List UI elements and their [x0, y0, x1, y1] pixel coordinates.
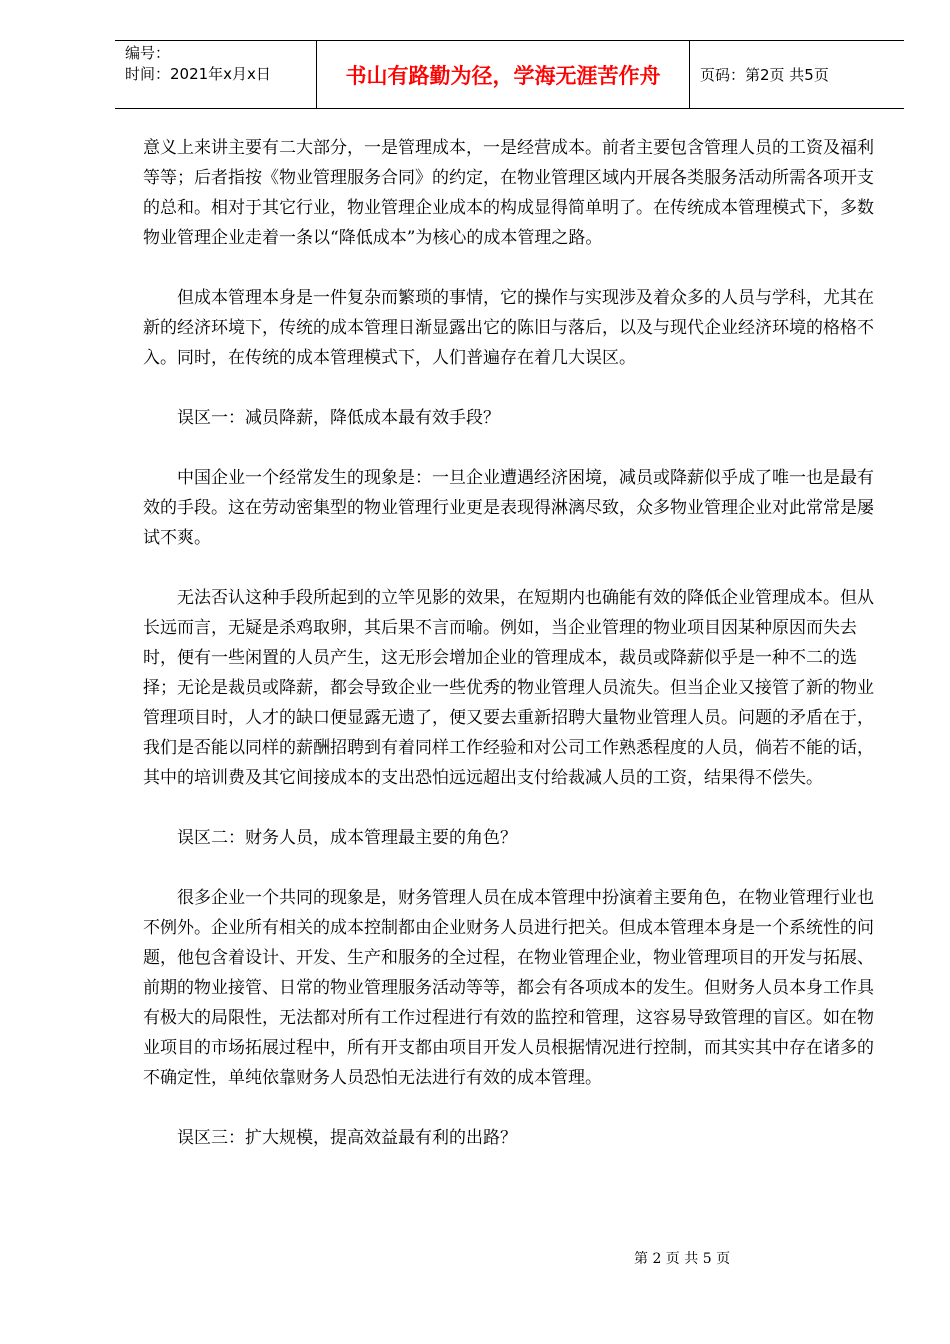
page-footer: 第 2 页 共 5 页 — [634, 1251, 731, 1267]
heading-misconception-3: 误区三：扩大规模，提高效益最有利的出路？ — [177, 1128, 517, 1148]
paragraph-4: 无法否认这种手段所起到的立竿见影的效果，在短期内也确能有效的降低企业管理成本。但从长远而言，无疑是杀鸡取卵，其后果不言而喻。例如，当企业管理的物业项目因某种原因而失去时，便有一些闲置的人员产生，这无形会增加企业的管理成本，裁员或降薪似乎是一种不二的选择；无论是裁员或降薪，都会导致企业一些优秀的物业管理人员流失。但当企业又接管了新的物业管理项目时，人才的缺口便显露无遗了，便又要去重新招聘大量物业管理人员。问题的矛盾在于，我们是否能以同样的薪酬招聘到有着同样工作经验和对公司工作熟悉程度的人员，倘若不能的话，其中的培训费及其它间接成本的支出恐怕远远超出支付给裁减人员的工资，结果得不偿失。 — [143, 588, 874, 788]
header-number-label: 编号： — [125, 44, 171, 62]
paragraph-1: 意义上来讲主要有二大部分，一是管理成本，一是经营成本。前者主要包含管理人员的工资及福利等等；后者指按《物业管理服务合同》的约定，在物业管理区域内开展各类服务活动所需各项开支的总和。相对于其它行业，物业管理企业成本的构成显得简单明了。在传统成本管理模式下，多数物业管理企业走着一条以“降低成本”为核心的成本管理之路。 — [143, 138, 874, 248]
heading-misconception-2: 误区二：财务人员，成本管理最主要的角色？ — [177, 828, 517, 848]
document-body — [143, 133, 875, 1183]
paragraph-3: 中国企业一个经常发生的现象是：一旦企业遭遇经济困境，减员或降薪似乎成了唯一也是最有效的手段。这在劳动密集型的物业管理行业更是表现得淋漓尽致，众多物业管理企业对此常常是屡试不爽。 — [143, 468, 874, 548]
header-time-label: 时间：2021年x月x日 — [125, 65, 271, 83]
header-page-label: 页码：第2页 共5页 — [700, 66, 829, 84]
page-header — [115, 40, 904, 109]
header-motto: 书山有路勤为径，学海无涯苦作舟 — [316, 41, 690, 108]
heading-misconception-1: 误区一：减员降薪，降低成本最有效手段？ — [177, 408, 500, 428]
header-left-cell — [115, 41, 316, 108]
paragraph-5: 很多企业一个共同的现象是，财务管理人员在成本管理中扮演着主要角色，在物业管理行业也不例外。企业所有相关的成本控制都由企业财务人员进行把关。但成本管理本身是一个系统性的问题，他包含着设计、开发、生产和服务的全过程，在物业管理企业，物业管理项目的开发与拓展、前期的物业接管、日常的物业管理服务活动等等，都会有各项成本的发生。但财务人员本身工作具有极大的局限性，无法都对所有工作过程进行有效的监控和管理，这容易导致管理的盲区。如在物业项目的市场拓展过程中，所有开支都由项目开发人员根据情况进行控制，而其实其中存在诸多的不确定性，单纯依靠财务人员恐怕无法进行有效的成本管理。 — [143, 888, 874, 1088]
paragraph-2: 但成本管理本身是一件复杂而繁琐的事情，它的操作与实现涉及着众多的人员与学科，尤其在新的经济环境下，传统的成本管理日渐显露出它的陈旧与落后，以及与现代企业经济环境的格格不入。同时，在传统的成本管理模式下，人们普遍存在着几大误区。 — [143, 288, 874, 368]
